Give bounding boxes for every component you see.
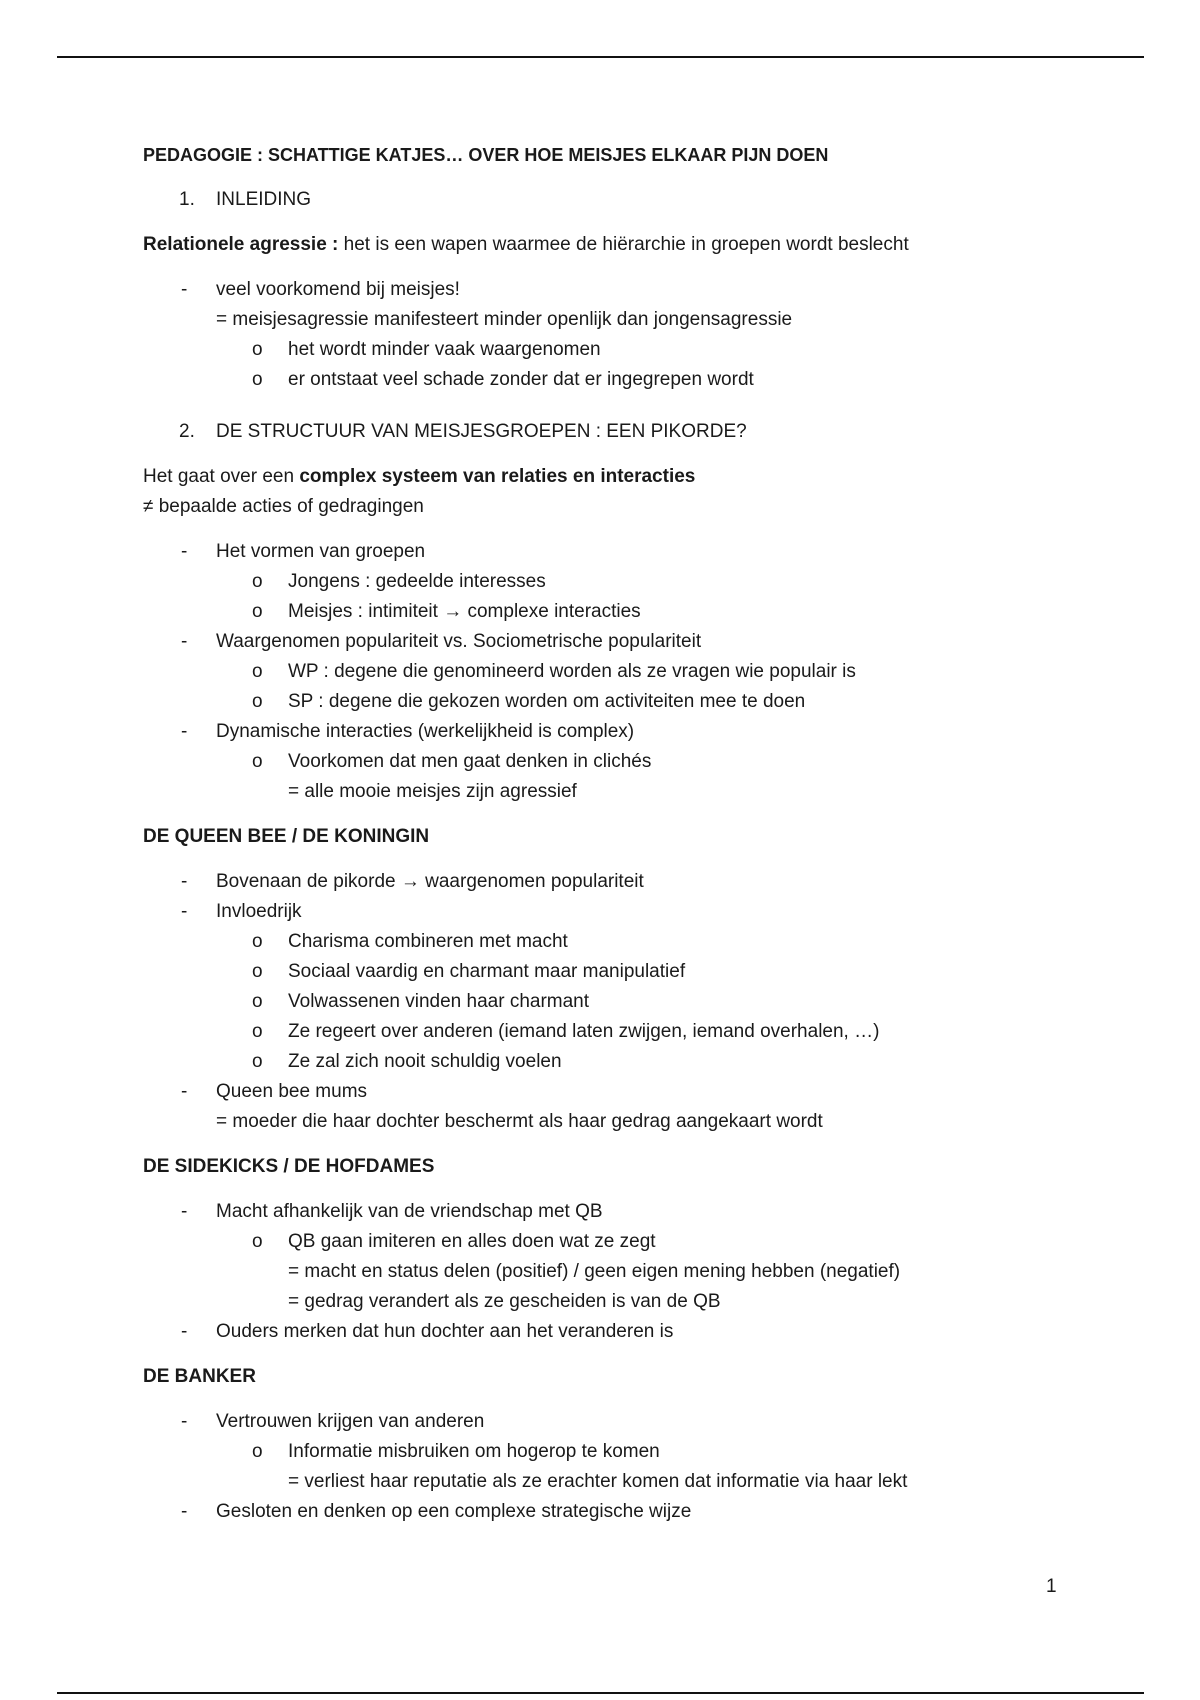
sub-list-item: o Ze zal zich nooit schuldig voelen bbox=[143, 1047, 1143, 1077]
sub-list-item: = macht en status delen (positief) / geen eigen mening hebben (negatief) bbox=[288, 1261, 901, 1282]
circle-bullet: o bbox=[252, 1021, 263, 1042]
sub-list-item: o Ze regeert over anderen (iemand laten zwijgen, iemand overhalen, …) bbox=[143, 1017, 1143, 1047]
sub-list-item: = alle mooie meisjes zijn agressief bbox=[288, 781, 577, 802]
list-item: = moeder die haar dochter beschermt als haar gedrag aangekaart wordt bbox=[216, 1111, 823, 1132]
dash-bullet: - bbox=[181, 1411, 188, 1432]
list-item: - Bovenaan de pikorde → waargenomen populariteit bbox=[143, 867, 1143, 897]
circle-bullet: o bbox=[252, 571, 263, 592]
dash-bullet: - bbox=[181, 1321, 188, 1342]
circle-bullet: o bbox=[252, 661, 263, 682]
section-label: INLEIDING bbox=[216, 189, 312, 210]
circle-bullet: o bbox=[252, 1051, 263, 1072]
list-item: - Ouders merken dat hun dochter aan het veranderen is bbox=[143, 1317, 1143, 1347]
circle-bullet: o bbox=[252, 961, 263, 982]
dash-bullet: - bbox=[181, 279, 188, 300]
circle-bullet: o bbox=[252, 1441, 263, 1462]
definition-relational-aggression bbox=[143, 230, 1143, 260]
list-item: - Dynamische interacties (werkelijkheid is complex) bbox=[143, 717, 1143, 747]
sub-list-item: o SP : degene die gekozen worden om activiteiten mee te doen bbox=[143, 687, 1143, 717]
circle-bullet: o bbox=[252, 339, 263, 360]
circle-bullet: o bbox=[252, 991, 263, 1012]
list-item: - Waargenomen populariteit vs. Sociometrische populariteit bbox=[143, 627, 1143, 657]
list-item: - Invloedrijk bbox=[143, 897, 1143, 927]
page-number: 1 bbox=[1046, 1576, 1057, 1597]
circle-bullet: o bbox=[252, 1231, 263, 1252]
section-heading-1 bbox=[143, 185, 1143, 215]
dash-bullet: - bbox=[181, 901, 188, 922]
footer-rule bbox=[57, 1692, 1144, 1694]
circle-bullet: o bbox=[252, 751, 263, 772]
dash-bullet: - bbox=[181, 1201, 188, 1222]
heading-queen-bee: DE QUEEN BEE / DE KONINGIN bbox=[143, 826, 430, 847]
heading-sidekicks: DE SIDEKICKS / DE HOFDAMES bbox=[143, 1156, 435, 1177]
list-item: - Queen bee mums bbox=[143, 1077, 1143, 1107]
dash-bullet: - bbox=[181, 631, 188, 652]
list-item: - Macht afhankelijk van de vriendschap met QB bbox=[143, 1197, 1143, 1227]
sub-list-item: o Informatie misbruiken om hogerop te komen bbox=[143, 1437, 1143, 1467]
heading-banker: DE BANKER bbox=[143, 1366, 256, 1387]
circle-bullet: o bbox=[252, 931, 263, 952]
sub-list-item: o Volwassenen vinden haar charmant bbox=[143, 987, 1143, 1017]
definition-text: het is een wapen waarmee de hiërarchie in groepen wordt beslecht bbox=[338, 234, 909, 255]
sub-list-item: o Sociaal vaardig en charmant maar manipulatief bbox=[143, 957, 1143, 987]
circle-bullet: o bbox=[252, 691, 263, 712]
list-item: - Het vormen van groepen bbox=[143, 537, 1143, 567]
sub-list-item: o het wordt minder vaak waargenomen bbox=[143, 335, 1143, 365]
dash-bullet: - bbox=[181, 871, 188, 892]
sub-list-item: o Jongens : gedeelde interesses bbox=[143, 567, 1143, 597]
intro-paragraph-neq: ≠ bepaalde acties of gedragingen bbox=[143, 496, 424, 517]
section-number: 2. bbox=[179, 421, 195, 442]
sub-list-item: = verliest haar reputatie als ze erachter komen dat informatie via haar lekt bbox=[288, 1471, 908, 1492]
definition-term: Relationele agressie : bbox=[143, 234, 339, 255]
sub-list-item: o Meisjes : intimiteit → complexe interacties bbox=[143, 597, 1143, 627]
dash-bullet: - bbox=[181, 541, 188, 562]
list-item: - Gesloten en denken op een complexe strategische wijze bbox=[143, 1497, 1143, 1527]
intro-paragraph: Het gaat over een complex systeem van relaties en interacties bbox=[143, 466, 696, 487]
list-item: - veel voorkomend bij meisjes! bbox=[143, 275, 1143, 305]
dash-bullet: - bbox=[181, 721, 188, 742]
header-rule bbox=[57, 56, 1144, 58]
page-title: PEDAGOGIE : SCHATTIGE KATJES… OVER HOE MEISJES ELKAAR PIJN DOEN bbox=[143, 145, 829, 165]
sub-list-item: o QB gaan imiteren en alles doen wat ze zegt bbox=[143, 1227, 1143, 1257]
section-number: 1. bbox=[179, 189, 195, 210]
dash-bullet: - bbox=[181, 1501, 188, 1522]
section-heading-2 bbox=[143, 417, 1143, 447]
circle-bullet: o bbox=[252, 601, 263, 622]
sub-list-item: o Voorkomen dat men gaat denken in clichés bbox=[143, 747, 1143, 777]
document-body bbox=[143, 140, 1143, 1527]
list-item: = meisjesagressie manifesteert minder openlijk dan jongensagressie bbox=[216, 309, 793, 330]
sub-list-item: o WP : degene die genomineerd worden als ze vragen wie populair is bbox=[143, 657, 1143, 687]
sub-list-item: o er ontstaat veel schade zonder dat er ingegrepen wordt bbox=[143, 365, 1143, 395]
sub-list-item: = gedrag verandert als ze gescheiden is van de QB bbox=[288, 1291, 721, 1312]
sub-list-item: o Charisma combineren met macht bbox=[143, 927, 1143, 957]
list-item: - Vertrouwen krijgen van anderen bbox=[143, 1407, 1143, 1437]
dash-bullet: - bbox=[181, 1081, 188, 1102]
section-label: DE STRUCTUUR VAN MEISJESGROEPEN : EEN PIKORDE? bbox=[216, 421, 747, 442]
circle-bullet: o bbox=[252, 369, 263, 390]
